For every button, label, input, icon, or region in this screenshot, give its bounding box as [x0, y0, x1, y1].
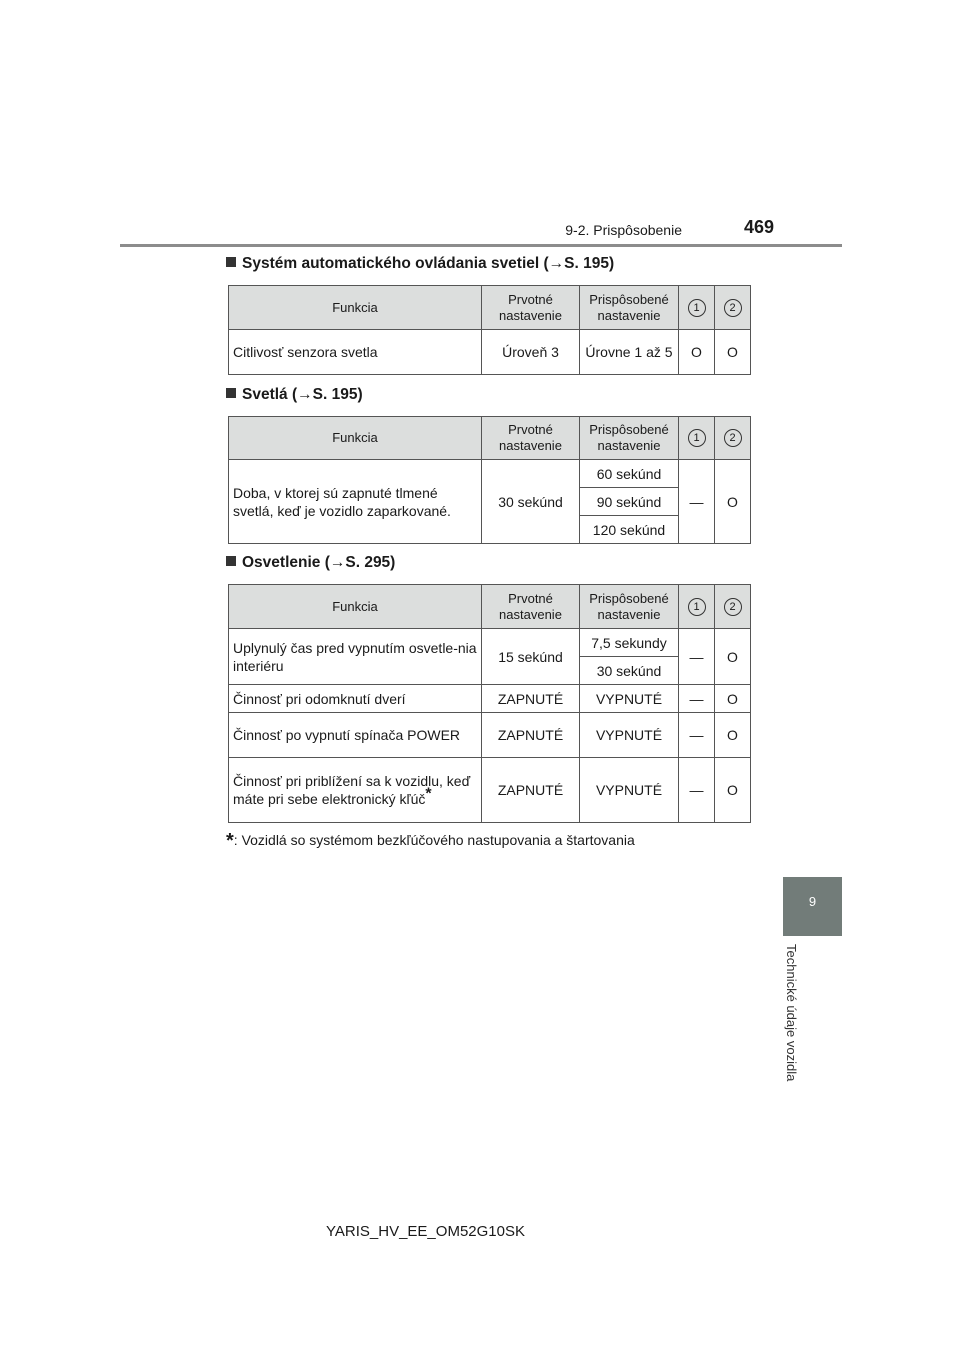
cell-function: Činnosť po vypnutí spínača POWER	[229, 713, 482, 758]
circled-1-icon: 1	[688, 429, 706, 447]
page-header	[120, 216, 842, 246]
chapter-label-text: Technické údaje vozidla	[784, 944, 799, 1082]
cell-custom-option: 30 sekúnd	[580, 657, 679, 685]
cell-custom: Úrovne 1 až 5	[580, 330, 679, 375]
section-title-text: Svetlá (→S. 195)	[242, 386, 363, 403]
column-header-1	[679, 417, 715, 460]
cell-custom: VYPNUTÉ	[580, 758, 679, 823]
column-header-1	[679, 585, 715, 629]
cell-custom: VYPNUTÉ	[580, 713, 679, 758]
column-header-function: Funkcia	[229, 417, 482, 460]
square-bullet-icon	[226, 257, 236, 267]
column-header-1	[679, 286, 715, 330]
table-row	[229, 460, 751, 488]
cell-col1: —	[679, 685, 715, 713]
section-title-interior	[226, 554, 395, 572]
cell-function: Uplynulý čas pred vypnutím osvetle-nia interiéru	[229, 629, 482, 685]
section-title-text: Osvetlenie (→S. 295)	[242, 554, 396, 571]
cell-col2: O	[715, 629, 751, 685]
cell-col2: O	[715, 758, 751, 823]
footnote-text: : Vozidlá so systémom bezkľúčového nastupovania a štartovania	[233, 832, 635, 848]
cell-col1: —	[679, 758, 715, 823]
column-header-function: Funkcia	[229, 585, 482, 629]
column-header-function: Funkcia	[229, 286, 482, 330]
footnote-mark: *	[226, 830, 234, 852]
cell-initial: ZAPNUTÉ	[482, 713, 580, 758]
cell-custom-option: 7,5 sekundy	[580, 629, 679, 657]
cell-col2: O	[715, 460, 751, 544]
cell-function: Citlivosť senzora svetla	[229, 330, 482, 375]
column-header-2	[715, 585, 751, 629]
chapter-tab: 9	[783, 877, 842, 936]
footnote	[226, 830, 635, 853]
cell-col2: O	[715, 330, 751, 375]
cell-custom-option: 120 sekúnd	[580, 516, 679, 544]
square-bullet-icon	[226, 388, 236, 398]
column-header-custom: Prispôsobené nastavenie	[580, 286, 679, 330]
header-divider	[120, 244, 842, 247]
column-header-2	[715, 417, 751, 460]
cell-initial: 15 sekúnd	[482, 629, 580, 685]
cell-col2: O	[715, 713, 751, 758]
square-bullet-icon	[226, 556, 236, 566]
column-header-2	[715, 286, 751, 330]
footnote-mark: *	[425, 785, 432, 803]
cell-custom-option: 90 sekúnd	[580, 488, 679, 516]
circled-2-icon: 2	[724, 429, 742, 447]
cell-custom-option: 60 sekúnd	[580, 460, 679, 488]
section-heading: 9-2. Prispôsobenie	[565, 222, 682, 238]
cell-function-text: Činnosť pri priblížení sa k vozidlu, keď máte pri sebe elektronický kľúč	[233, 773, 471, 807]
table-auto-light	[228, 285, 751, 375]
cell-function: Činnosť pri odomknutí dverí	[229, 685, 482, 713]
cell-col2: O	[715, 685, 751, 713]
circled-1-icon: 1	[688, 299, 706, 317]
cell-initial: Úroveň 3	[482, 330, 580, 375]
circled-2-icon: 2	[724, 299, 742, 317]
document-code: YARIS_HV_EE_OM52G10SK	[326, 1223, 525, 1240]
cell-function	[229, 758, 482, 823]
cell-col1: —	[679, 713, 715, 758]
circled-1-icon: 1	[688, 598, 706, 616]
cell-col1: —	[679, 460, 715, 544]
table-row	[229, 685, 751, 713]
column-header-initial: Prvotné nastavenie	[482, 417, 580, 460]
cell-function: Doba, v ktorej sú zapnuté tlmené svetlá, keď je vozidlo zaparkované.	[229, 460, 482, 544]
column-header-initial: Prvotné nastavenie	[482, 286, 580, 330]
cell-col1: —	[679, 629, 715, 685]
table-row	[229, 713, 751, 758]
cell-col1: O	[679, 330, 715, 375]
section-title-auto-light	[226, 255, 614, 273]
page-number: 469	[743, 217, 774, 237]
table-lights	[228, 416, 751, 544]
table-row	[229, 330, 751, 375]
column-header-custom: Prispôsobené nastavenie	[580, 585, 679, 629]
chapter-label	[776, 944, 816, 1104]
section-title-lights	[226, 386, 363, 404]
cell-initial: 30 sekúnd	[482, 460, 580, 544]
cell-custom: VYPNUTÉ	[580, 685, 679, 713]
table-row	[229, 629, 751, 657]
column-header-initial: Prvotné nastavenie	[482, 585, 580, 629]
table-row	[229, 758, 751, 823]
cell-initial: ZAPNUTÉ	[482, 685, 580, 713]
cell-initial: ZAPNUTÉ	[482, 758, 580, 823]
table-interior	[228, 584, 751, 823]
circled-2-icon: 2	[724, 598, 742, 616]
column-header-custom: Prispôsobené nastavenie	[580, 417, 679, 460]
section-title-text: Systém automatického ovládania svetiel (→S. 195)	[242, 255, 615, 272]
